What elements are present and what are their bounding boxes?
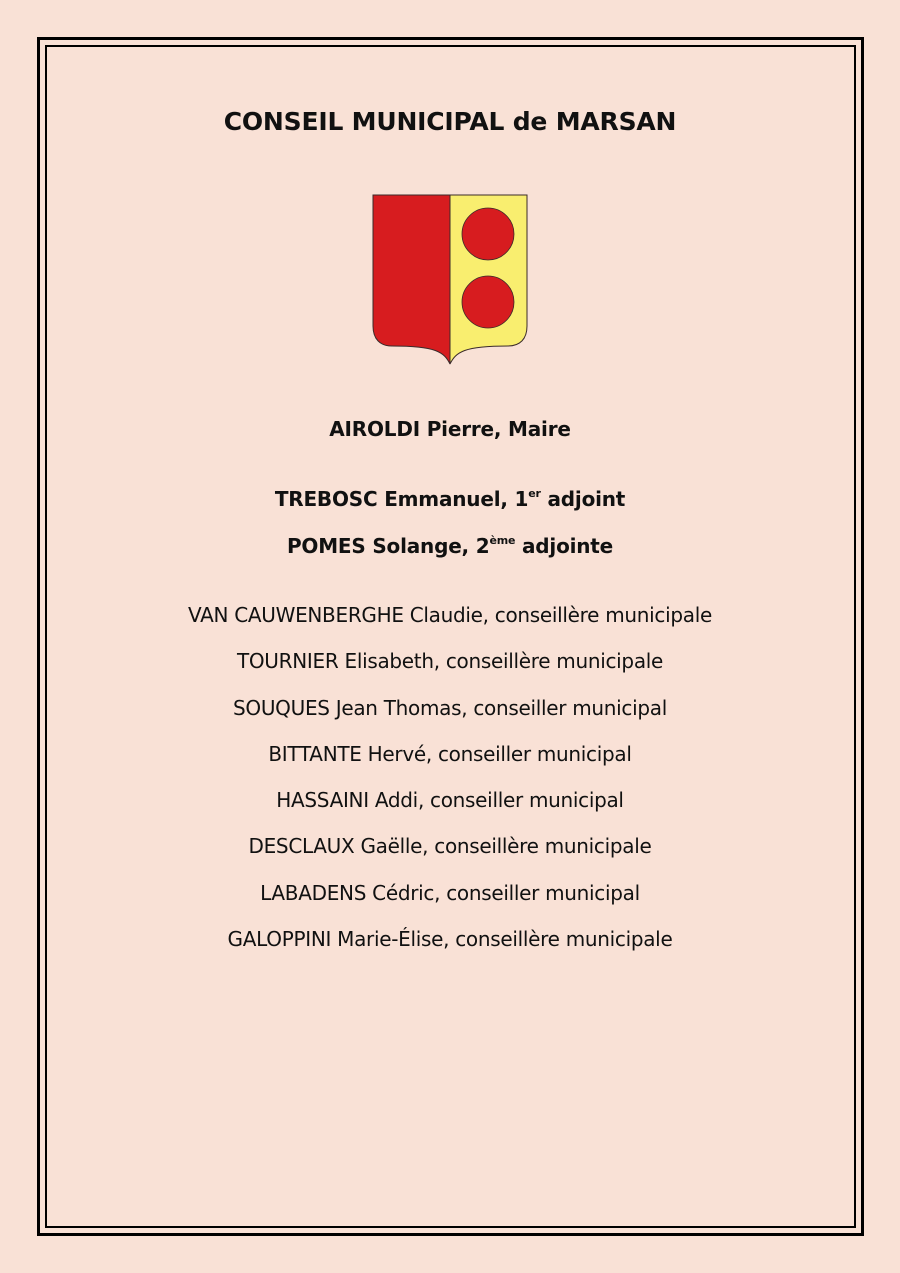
council-member: BITTANTE Hervé, conseiller municipal [268,741,632,766]
mayor-line [0,417,900,441]
council-member: LABADENS Cédric, conseiller municipal [260,880,640,905]
first-deputy-name: TREBOSC Emmanuel, 1 [274,487,529,511]
first-deputy-role: adjoint [540,487,626,511]
second-deputy-name: POMES Solange, 2 [286,534,490,558]
crest-roundel-bottom [462,276,514,328]
council-member: VAN CAUWENBERGHE Claudie, conseillère municipale [188,603,712,627]
mayor-name: AIROLDI Pierre, Maire [329,417,571,441]
first-deputy-ordinal: er [528,487,541,500]
second-deputy-line [0,534,900,558]
page-title: CONSEIL MUNICIPAL de MARSAN [223,107,677,136]
crest-left-field [373,195,450,364]
council-members-list [0,603,900,973]
council-member: TOURNIER Elisabeth, conseillère municipale [236,649,664,674]
council-member: DESCLAUX Gaëlle, conseillère municipale [248,834,652,859]
second-deputy-role: adjointe [515,534,614,558]
council-member: HASSAINI Addi, conseiller municipal [276,788,624,813]
first-deputy-line [0,487,900,511]
second-deputy-ordinal: ème [489,534,516,547]
council-member: GALOPPINI Marie-Élise, conseillère municipale [227,927,673,952]
council-member: SOUQUES Jean Thomas, conseiller municipal [233,695,667,720]
crest-roundel-top [462,208,514,260]
marsan-coat-of-arms [372,194,528,366]
